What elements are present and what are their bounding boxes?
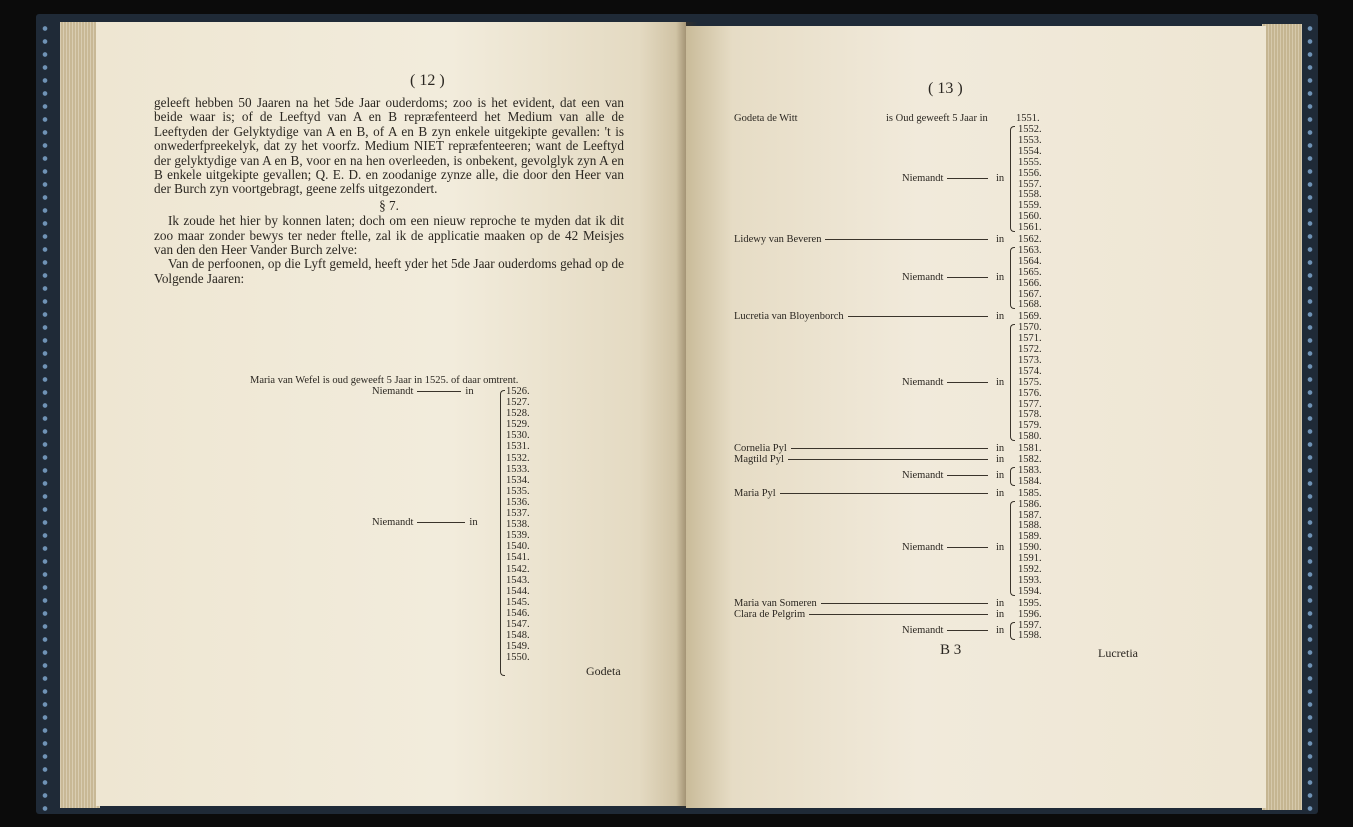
year: 1533. xyxy=(506,463,530,475)
year: 1552. xyxy=(1018,124,1042,135)
list-item xyxy=(902,469,992,482)
year: 1535. xyxy=(506,485,530,497)
year: 1567. xyxy=(1018,288,1042,300)
year: 1548. xyxy=(506,630,530,642)
year: 1576. xyxy=(1018,387,1042,399)
year: 1581. xyxy=(1018,443,1042,455)
year: 1560. xyxy=(1018,211,1042,223)
leader-line xyxy=(947,547,988,548)
in-label: in xyxy=(465,386,474,397)
leader-line xyxy=(788,459,988,460)
year: 1579. xyxy=(1018,420,1042,432)
year: 1538. xyxy=(506,519,530,531)
year: 1534. xyxy=(506,474,530,486)
year: 1590. xyxy=(1018,542,1042,554)
in-label: in xyxy=(469,517,478,528)
year: 1574. xyxy=(1018,365,1042,377)
in-label: in xyxy=(996,173,1005,185)
leader-line xyxy=(947,178,988,179)
name: Niemandt xyxy=(902,272,944,284)
in-label: in xyxy=(996,311,1005,323)
leader-line xyxy=(809,614,988,615)
year: 1566. xyxy=(1018,277,1042,289)
leader-line xyxy=(947,277,988,278)
year: 1598. xyxy=(1018,630,1042,642)
year: 1536. xyxy=(506,496,530,508)
left-catchword: Godeta xyxy=(586,664,621,678)
year: 1562. xyxy=(1018,234,1042,245)
year: 1578. xyxy=(1018,409,1042,421)
leader-line xyxy=(791,448,988,449)
name: Maria van Someren xyxy=(734,597,817,609)
name: Cornelia Pyl xyxy=(734,443,787,455)
year: 1553. xyxy=(1018,134,1042,146)
year: 1541. xyxy=(506,552,530,564)
name: Niemandt xyxy=(372,386,414,397)
year: 1526. xyxy=(506,386,530,397)
name: Niemandt xyxy=(902,470,944,482)
year: 1587. xyxy=(1018,509,1042,521)
leader-line xyxy=(825,239,988,240)
year: 1528. xyxy=(506,408,530,420)
in-label: in xyxy=(996,608,1005,620)
year-brace xyxy=(1010,324,1015,441)
paragraph-2: Ik zoude het hier by konnen laten; doch om een nieuw reproche te myden dat ik dit zoo maar zonder bewys ter neder ftelle, zal ik de applicatie maaken op de 42 Meisjes van den den Heer Vander Burch zelve: xyxy=(154,213,624,258)
year: 1542. xyxy=(506,563,530,575)
year: 1546. xyxy=(506,607,530,619)
year: 1595. xyxy=(1018,597,1042,609)
year: 1559. xyxy=(1018,200,1042,212)
cover-edge-left xyxy=(38,22,52,812)
year: 1596. xyxy=(1018,608,1042,620)
name: Niemandt xyxy=(902,542,944,554)
year: 1537. xyxy=(506,508,530,519)
section-heading: § 7. xyxy=(379,197,399,213)
list-item xyxy=(902,271,992,284)
list-header: Maria van Wefel is oud geweeft 5 Jaar in 1525. of daar omtrent. xyxy=(250,375,519,386)
year: 1575. xyxy=(1018,376,1042,388)
list-item xyxy=(734,310,992,323)
in-label: in xyxy=(996,272,1005,284)
year: 1532. xyxy=(506,452,530,464)
in-label: in xyxy=(996,487,1005,499)
year: 1540. xyxy=(506,541,530,553)
name: Niemandt xyxy=(902,624,944,636)
leader-line xyxy=(417,391,461,392)
year: 1597. xyxy=(1018,619,1042,631)
leader-line xyxy=(821,603,988,604)
year-brace xyxy=(1010,501,1015,596)
year: 1571. xyxy=(1018,333,1042,345)
name: Magtild Pyl xyxy=(734,454,784,465)
year: 1549. xyxy=(506,641,530,653)
list-item xyxy=(902,172,992,185)
year: 1592. xyxy=(1018,564,1042,575)
year: 1580. xyxy=(1018,431,1042,443)
year: 1582. xyxy=(1018,454,1042,465)
in-label: in xyxy=(996,376,1005,388)
year: 1588. xyxy=(1018,520,1042,532)
year: 1531. xyxy=(506,441,530,453)
year: 1547. xyxy=(506,619,530,630)
in-label: in xyxy=(996,443,1005,455)
left-year-list xyxy=(250,374,640,694)
name: Godeta de Witt xyxy=(734,113,798,124)
list-item xyxy=(734,487,992,500)
name: Lucretia van Bloyenborch xyxy=(734,311,844,323)
year: 1572. xyxy=(1018,344,1042,355)
leader-line xyxy=(947,630,988,631)
list-item xyxy=(734,453,992,466)
year: 1543. xyxy=(506,574,530,586)
year: 1591. xyxy=(1018,553,1042,565)
page-edges-right xyxy=(1262,24,1302,810)
year-brace xyxy=(1010,467,1015,486)
year: 1530. xyxy=(506,430,530,442)
year: 1570. xyxy=(1018,322,1042,334)
in-label: in xyxy=(996,624,1005,636)
year: 1585. xyxy=(1018,487,1042,499)
year: 1558. xyxy=(1018,189,1042,201)
year: 1529. xyxy=(506,419,530,431)
list-item xyxy=(902,541,992,554)
in-label: in xyxy=(996,597,1005,609)
right-year-list xyxy=(734,112,1064,652)
name: Niemandt xyxy=(902,376,944,388)
year: 1577. xyxy=(1018,398,1042,410)
list-text: is Oud geweeft 5 Jaar in xyxy=(886,113,988,124)
year: 1586. xyxy=(1018,498,1042,510)
paragraph-1: geleeft hebben 50 Jaaren na het 5de Jaar ouderdoms; zoo is het evident, dat een van beide waar is; of de Leeftyd van A en B repræfenteerd het Medium van alle de Leeftyden der Gelyktydige van A en B, of A en B zyn enkele uitgekipte gevallen: 't is onwederfpreekelyk, dat zy het voorfz. Medium NIET repræfenteeren; want de Leeftyd der gelyktydige van A en B, voor en na hen overleeden, is onbekent, gevolglyk zyn A en B enkele uitgekipte gevallen; Q. E. D. en zoodanige zynze alle, die door den Heer van der Burch zyn voortgebragt, geene zelfs uitgezondert. xyxy=(154,95,624,197)
year: 1573. xyxy=(1018,354,1042,366)
year: 1568. xyxy=(1018,299,1042,311)
year: 1554. xyxy=(1018,145,1042,157)
year: 1555. xyxy=(1018,156,1042,168)
year: 1544. xyxy=(506,585,530,597)
year: 1593. xyxy=(1018,574,1042,586)
name: Clara de Pelgrim xyxy=(734,608,806,620)
in-label: in xyxy=(996,234,1005,245)
year-brace xyxy=(1010,622,1015,641)
name: Lidewy van Beveren xyxy=(734,234,822,245)
page-edges-left xyxy=(60,22,100,808)
leader-line xyxy=(947,475,988,476)
name: Niemandt xyxy=(902,173,944,185)
leader-line xyxy=(947,382,988,383)
list-item xyxy=(734,112,798,125)
year: 1527. xyxy=(506,397,530,408)
leader-line xyxy=(848,316,988,317)
year: 1557. xyxy=(1018,178,1042,190)
year: 1551. xyxy=(1016,113,1040,124)
year: 1584. xyxy=(1018,475,1042,487)
year: 1561. xyxy=(1018,222,1042,234)
year: 1583. xyxy=(1018,464,1042,476)
year: 1550. xyxy=(506,652,530,664)
list-item xyxy=(734,608,992,621)
year: 1564. xyxy=(1018,255,1042,267)
year-brace xyxy=(500,390,505,676)
left-page-number: ( 12 ) xyxy=(410,72,445,89)
year: 1589. xyxy=(1018,531,1042,543)
in-label: in xyxy=(996,470,1005,482)
leader-line xyxy=(780,493,988,494)
year: 1569. xyxy=(1018,311,1042,323)
paragraph-3: Van de perfoonen, op die Lyft gemeld, heeft yder het 5de Jaar ouderdoms gehad op de Volgende Jaaren: xyxy=(154,256,624,286)
list-item xyxy=(372,385,474,398)
name: Maria Pyl xyxy=(734,487,776,499)
left-page-prose xyxy=(154,96,624,286)
year: 1565. xyxy=(1018,266,1042,278)
signature-mark: B 3 xyxy=(940,642,962,658)
year: 1539. xyxy=(506,530,530,542)
leader-line xyxy=(417,522,465,523)
list-item xyxy=(902,624,992,637)
year: 1594. xyxy=(1018,585,1042,597)
cover-edge-right xyxy=(1303,22,1317,812)
in-label: in xyxy=(996,454,1005,465)
right-page-number: ( 13 ) xyxy=(928,80,963,97)
list-item xyxy=(372,516,478,529)
year-brace xyxy=(1010,247,1015,310)
year: 1545. xyxy=(506,596,530,608)
year-brace xyxy=(1010,126,1015,232)
year: 1563. xyxy=(1018,244,1042,256)
list-item xyxy=(902,376,992,389)
list-item xyxy=(734,233,992,246)
right-catchword: Lucretia xyxy=(1098,646,1138,660)
name: Niemandt xyxy=(372,517,414,528)
in-label: in xyxy=(996,542,1005,554)
year: 1556. xyxy=(1018,167,1042,179)
